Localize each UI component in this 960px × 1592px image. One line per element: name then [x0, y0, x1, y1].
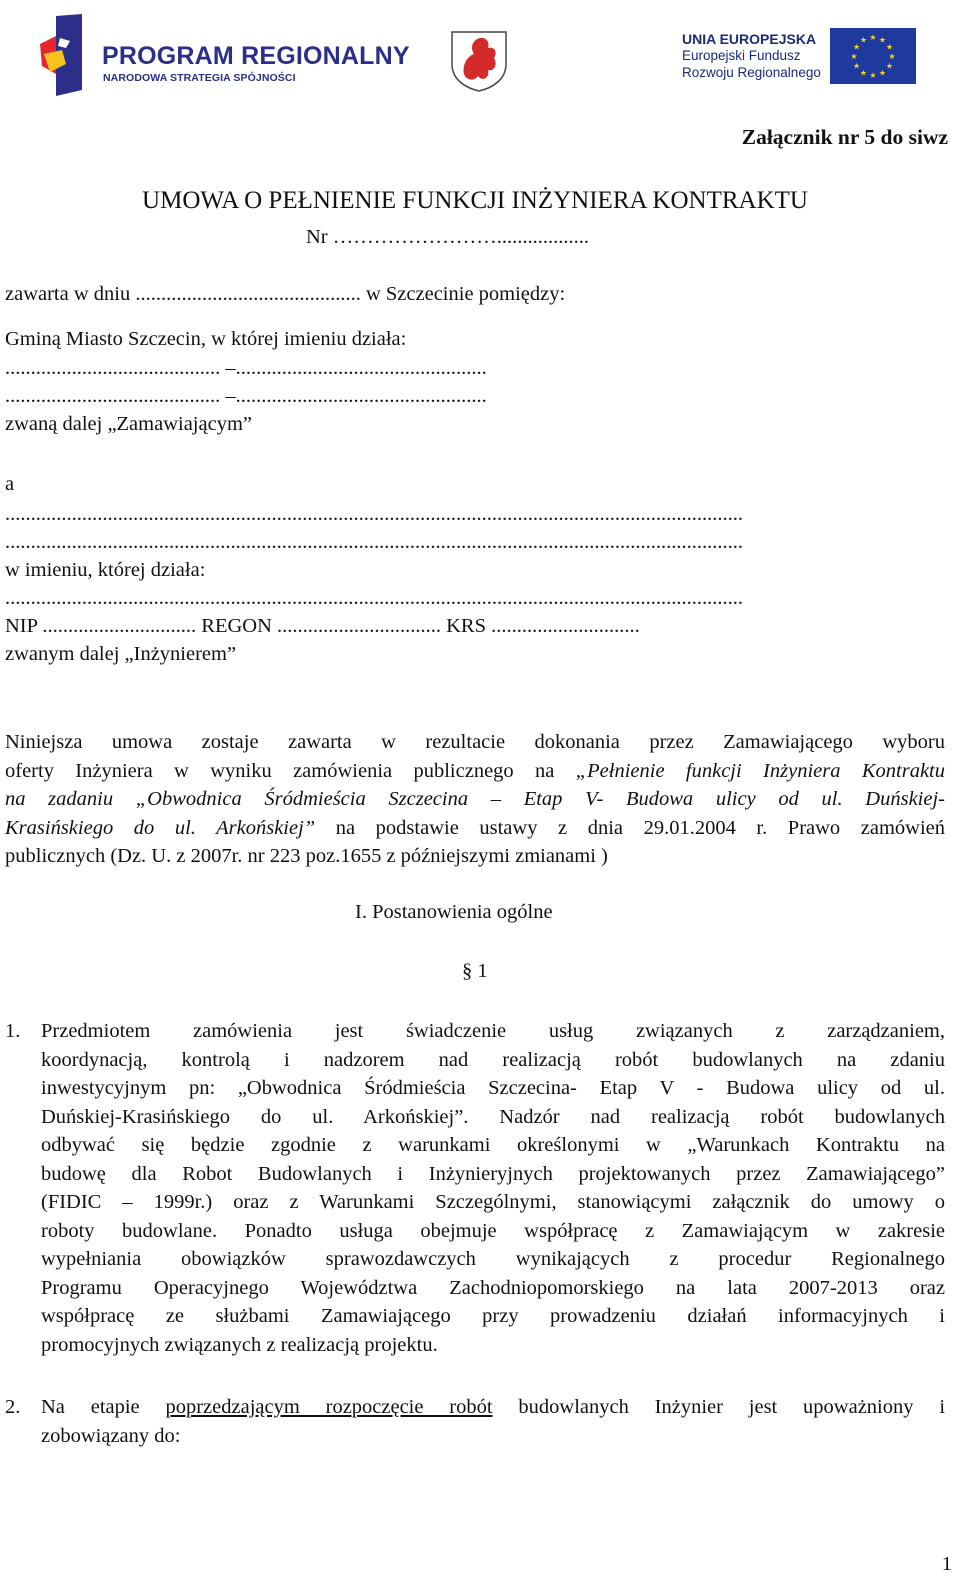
- eu-fund-region-line: Rozwoju Regionalnego: [682, 65, 821, 80]
- item-1-line: Duńskiej-Krasińskiego do ul. Arkońskiej”. Nadzór nad realizacją robót budowlanych: [41, 1105, 945, 1128]
- intro-line-4: [5, 814, 945, 843]
- document-header: [0, 0, 960, 110]
- paragraph-sign: § 1: [462, 960, 488, 982]
- intro-line-2: [5, 757, 945, 786]
- intro-line-4-text: na podstawie ustawy z dnia 29.01.2004 r. Prawo zamówień: [315, 816, 945, 839]
- eu-star-icon: ★: [850, 52, 858, 61]
- eu-star-icon: ★: [859, 35, 868, 45]
- eu-star-icon: ★: [885, 42, 894, 52]
- item-2-line-1: [41, 1393, 945, 1422]
- contractor-dots-line-2: ................................................................................................................................................: [5, 531, 743, 553]
- item-2-underlined-phrase: poprzedzającym rozpoczęcie robót: [165, 1396, 493, 1418]
- gmina-line: Gminą Miasto Szczecin, w której imieniu działa:: [5, 328, 407, 350]
- nip-regon-krs-line: NIP .............................. REGON ................................ KRS .............................: [5, 615, 640, 637]
- conjunction-a: a: [5, 473, 15, 495]
- item-1-line: odbywać się będzie zgodnie z warunkami określonymi w „Warunkach Kontraktu na: [41, 1134, 945, 1156]
- eu-star-icon: ★: [878, 35, 887, 45]
- intro-line-2-text: oferty Inżyniera w wyniku zamówienia publicznego na: [5, 759, 576, 782]
- item-2-number: 2.: [5, 1396, 21, 1418]
- eu-star-icon: ★: [859, 68, 868, 78]
- eu-fund-line: Europejski Fundusz: [682, 48, 801, 63]
- eu-title: UNIA EUROPEJSKA: [682, 31, 817, 47]
- item-1-line: budowę dla Robot Budowlanych i Inżynieryjnych projektowanych przez Zamawiającego”: [41, 1162, 945, 1185]
- contractor-dots-line-3: ................................................................................................................................................: [5, 587, 743, 609]
- on-behalf-line: w imieniu, której działa:: [5, 559, 206, 581]
- intro-paragraph: [5, 728, 945, 871]
- intro-line-5: publicznych (Dz. U. z 2007r. nr 223 poz.1655 z późniejszymi zmianami ): [5, 845, 608, 867]
- eu-star-icon: ★: [869, 33, 877, 42]
- intro-task-name-end: Krasińskiego do ul. Arkońskiej”: [5, 816, 316, 839]
- item-2-paragraph: [41, 1393, 945, 1450]
- program-regionalny-title: PROGRAM REGIONALNY: [102, 42, 410, 70]
- item-1-line: inwestycyjnym pn: „Obwodnica Śródmieścia Szczecina- Etap V - Budowa ulicy od ul.: [41, 1077, 945, 1099]
- item-1-line: wypełniania obowiązków sprawozdawczych wynikających z procedur Regionalnego: [41, 1248, 945, 1270]
- item-1-line: (FIDIC – 1999r.) oraz z Warunkami Szczególnymi, stanowiącymi załącznik do umowy o: [41, 1191, 945, 1213]
- contract-date-line: zawarta w dniu ............................................ w Szczecinie pomiędzy:: [5, 283, 566, 305]
- item-1-line: koordynacją, kontrolą i nadzorem nad realizacją robót budowlanych na zdaniu: [41, 1048, 945, 1071]
- eu-flag-icon: [830, 28, 916, 84]
- contract-number: Nr ……………………..................: [306, 226, 590, 248]
- eu-star-icon: ★: [878, 68, 887, 78]
- eu-fund-logo: [676, 28, 926, 92]
- item-1-line: roboty budowlane. Ponadto usługa obejmuje współpracę z Zamawiającym w zakresie: [41, 1219, 945, 1242]
- eu-star-icon: ★: [869, 71, 877, 80]
- page-number: 1: [941, 1553, 952, 1575]
- item-1-number: 1.: [5, 1020, 21, 1042]
- program-regionalny-logo: [36, 14, 410, 100]
- inzynier-line: zwanym dalej „Inżynierem”: [5, 643, 237, 665]
- intro-task-name-start: „Pełnienie funkcji Inżyniera Kontraktu: [575, 759, 945, 782]
- eu-star-icon: ★: [852, 61, 861, 71]
- program-regionalny-subtitle: NARODOWA STRATEGIA SPÓJNOŚCI: [103, 72, 296, 84]
- eu-star-icon: ★: [888, 52, 896, 61]
- eu-star-icon: ★: [852, 42, 861, 52]
- contractor-dots-line-1: ................................................................................................................................................: [5, 503, 743, 525]
- item-2-text-c: budowlanych Inżynier jest upoważniony i: [492, 1396, 946, 1418]
- zamawiajacy-line: zwaną dalej „Zamawiającym”: [5, 413, 252, 435]
- item-1-line: współpracę ze służbami Zamawiającego przy prowadzeniu działań informacyjnych i: [41, 1305, 945, 1327]
- representative-line-2: .......................................... –.................................................: [5, 385, 487, 407]
- page-title: UMOWA O PEŁNIENIE FUNKCJI INŻYNIERA KONTRAKTU: [142, 187, 808, 214]
- item-2-text-a: Na etapie: [41, 1396, 166, 1418]
- griffin-crest-logo: [450, 30, 508, 92]
- section-heading: I. Postanowienia ogólne: [355, 901, 553, 923]
- representative-line-1: .......................................... –.................................................: [5, 357, 487, 379]
- program-regionalny-emblem-icon: [36, 14, 96, 100]
- item-1-line: Programu Operacyjnego Województwa Zachodniopomorskiego na lata 2007-2013 oraz: [41, 1276, 945, 1299]
- annex-label: Załącznik nr 5 do siwz: [741, 125, 948, 149]
- item-2-line-2: zobowiązany do:: [41, 1424, 181, 1447]
- eu-star-icon: ★: [885, 61, 894, 71]
- intro-line-3: na zadaniu „Obwodnica Śródmieścia Szczecina – Etap V- Budowa ulicy od ul. Duńskiej-: [5, 788, 945, 810]
- intro-line-1: Niniejsza umowa zostaje zawarta w rezultacie dokonania przez Zamawiającego wyboru: [5, 731, 945, 753]
- item-1-line: Przedmiotem zamówienia jest świadczenie usług związanych z zarządzaniem,: [41, 1020, 945, 1042]
- item-1-line: promocyjnych związanych z realizacją projektu.: [41, 1333, 438, 1356]
- griffin-crest-icon: [450, 30, 508, 92]
- item-1-paragraph: [41, 1017, 945, 1359]
